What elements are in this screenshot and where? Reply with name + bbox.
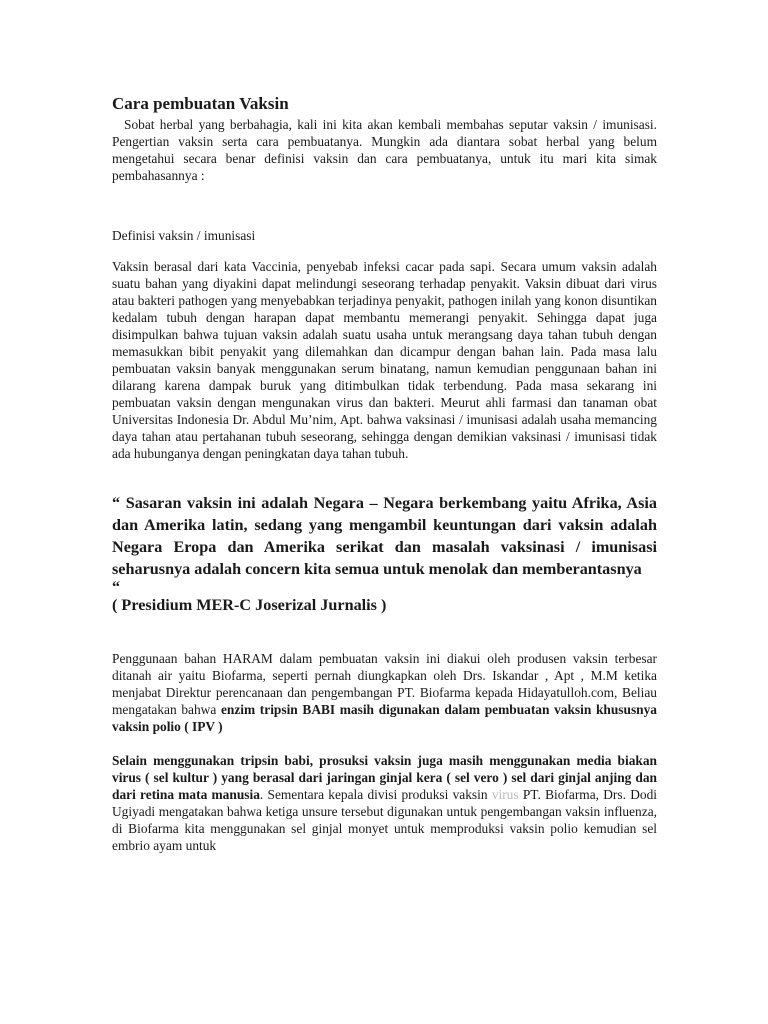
quote-text: “ Sasaran vaksin ini adalah Negara – Negara berkembang yaitu Afrika, Asia dan Amerika latin, sedang yang mengambil keuntungan dari vaksin adalah Negara Eropa dan Amerika serikat dan masalah vaksinasi / imunisasi seharusnya adalah concern kita semua untuk menolak dan memberantasnya <box>112 494 657 578</box>
selain-bold-text: Selain menggunakan tripsin babi, prosuksi vaksin juga masih menggunakan media biakan virus ( sel kultur ) yang berasal dari jaringan ginjal kera ( sel vero ) sel dari ginjal anjing dan dari retina mata manusia <box>112 753 657 802</box>
quote-attribution: ( Presidium MER-C Joserizal Jurnalis ) <box>112 596 387 614</box>
selain-text-2: PT. Biofarma, Drs. Dodi Ugiyadi mengatakan bahwa ketiga unsure tersebut digunakan untuk pengembangan vaksin influenza, di Biofarma kita menggunakan sel ginjal monyet untuk memproduksi vaksin polio kemudian sel embrio ayam untuk <box>112 787 657 853</box>
haram-paragraph <box>112 650 657 735</box>
selain-text-1: . Sementara kepala divisi produksi vaksin <box>259 787 492 802</box>
intro-paragraph: Sobat herbal yang berbahagia, kali ini kita akan kembali membahas seputar vaksin / imunisasi. Pengertian vaksin serta cara pembuatanya. Mungkin ada diantara sobat herbal yang belum mengetahui secara benar definisi vaksin dan cara pembuatanya, untuk itu mari kita simak pembahasannya : <box>112 117 657 183</box>
definition-paragraph: Vaksin berasal dari kata Vaccinia, penyebab infeksi cacar pada sapi. Secara umum vaksin adalah suatu bahan yang diyakini dapat melindungi seseorang terhadap penyakit. Vaksin dibuat dari virus atau bakteri pathogen yang menyebabkan terjadinya penyakit, pathogen inilah yang konon disuntikan kedalam tubuh dengan harapan dapat membantu memerangi penyakit. Sehingga dapat juga disimpulkan bahwa tujuan vaksin adalah suatu usaha untuk merangsang daya tahan tubuh dengan memasukkan bibit penyakit yang dilemahkan dan dicampur dengan bahan lain. Pada masa lalu pembuatan vaksin banyak menggunakan serum binatang, namun kemudian penggunaan bahan ini dilarang karena dampak buruk yang ditimbulkan tidak terbendung. Pada masa sekarang ini pembuatan vaksin dengan mengunakan virus dan bakteri. Meurut ahli farmasi dan tanaman obat Universitas Indonesia Dr. Abdul Mu’nim, Apt. bahwa vaksinasi / imunisasi adalah usaha memancing daya tahan atau pertahanan tubuh seseorang, sehingga dengan demikian vaksinasi / imunisasi tidak ada hubunganya dengan peningkatan daya tahan tubuh. <box>112 259 657 461</box>
quote-close-mark: “ <box>112 578 121 596</box>
definition-heading: Definisi vaksin / imunisasi <box>112 228 256 243</box>
selain-faded-text: virus <box>491 787 519 802</box>
haram-bold-text: enzim tripsin BABI masih digunakan dalam pembuatan vaksin khususnya vaksin polio ( IPV ) <box>112 702 657 734</box>
selain-paragraph <box>112 752 657 854</box>
haram-text: Penggunaan bahan HARAM dalam pembuatan vaksin ini diakui oleh produsen vaksin terbesar ditanah air yaitu Biofarma, seperti pernah diungkapkan oleh Drs. Iskandar , Apt , M.M ketika menjabat Direktur perencanaan dan pengembangan PT. Biofarma kepada Hidayatulloh.com, Beliau mengatakan bahwa <box>112 651 657 717</box>
document-page <box>112 94 657 854</box>
document-title: Cara pembuatan Vaksin <box>112 94 289 113</box>
